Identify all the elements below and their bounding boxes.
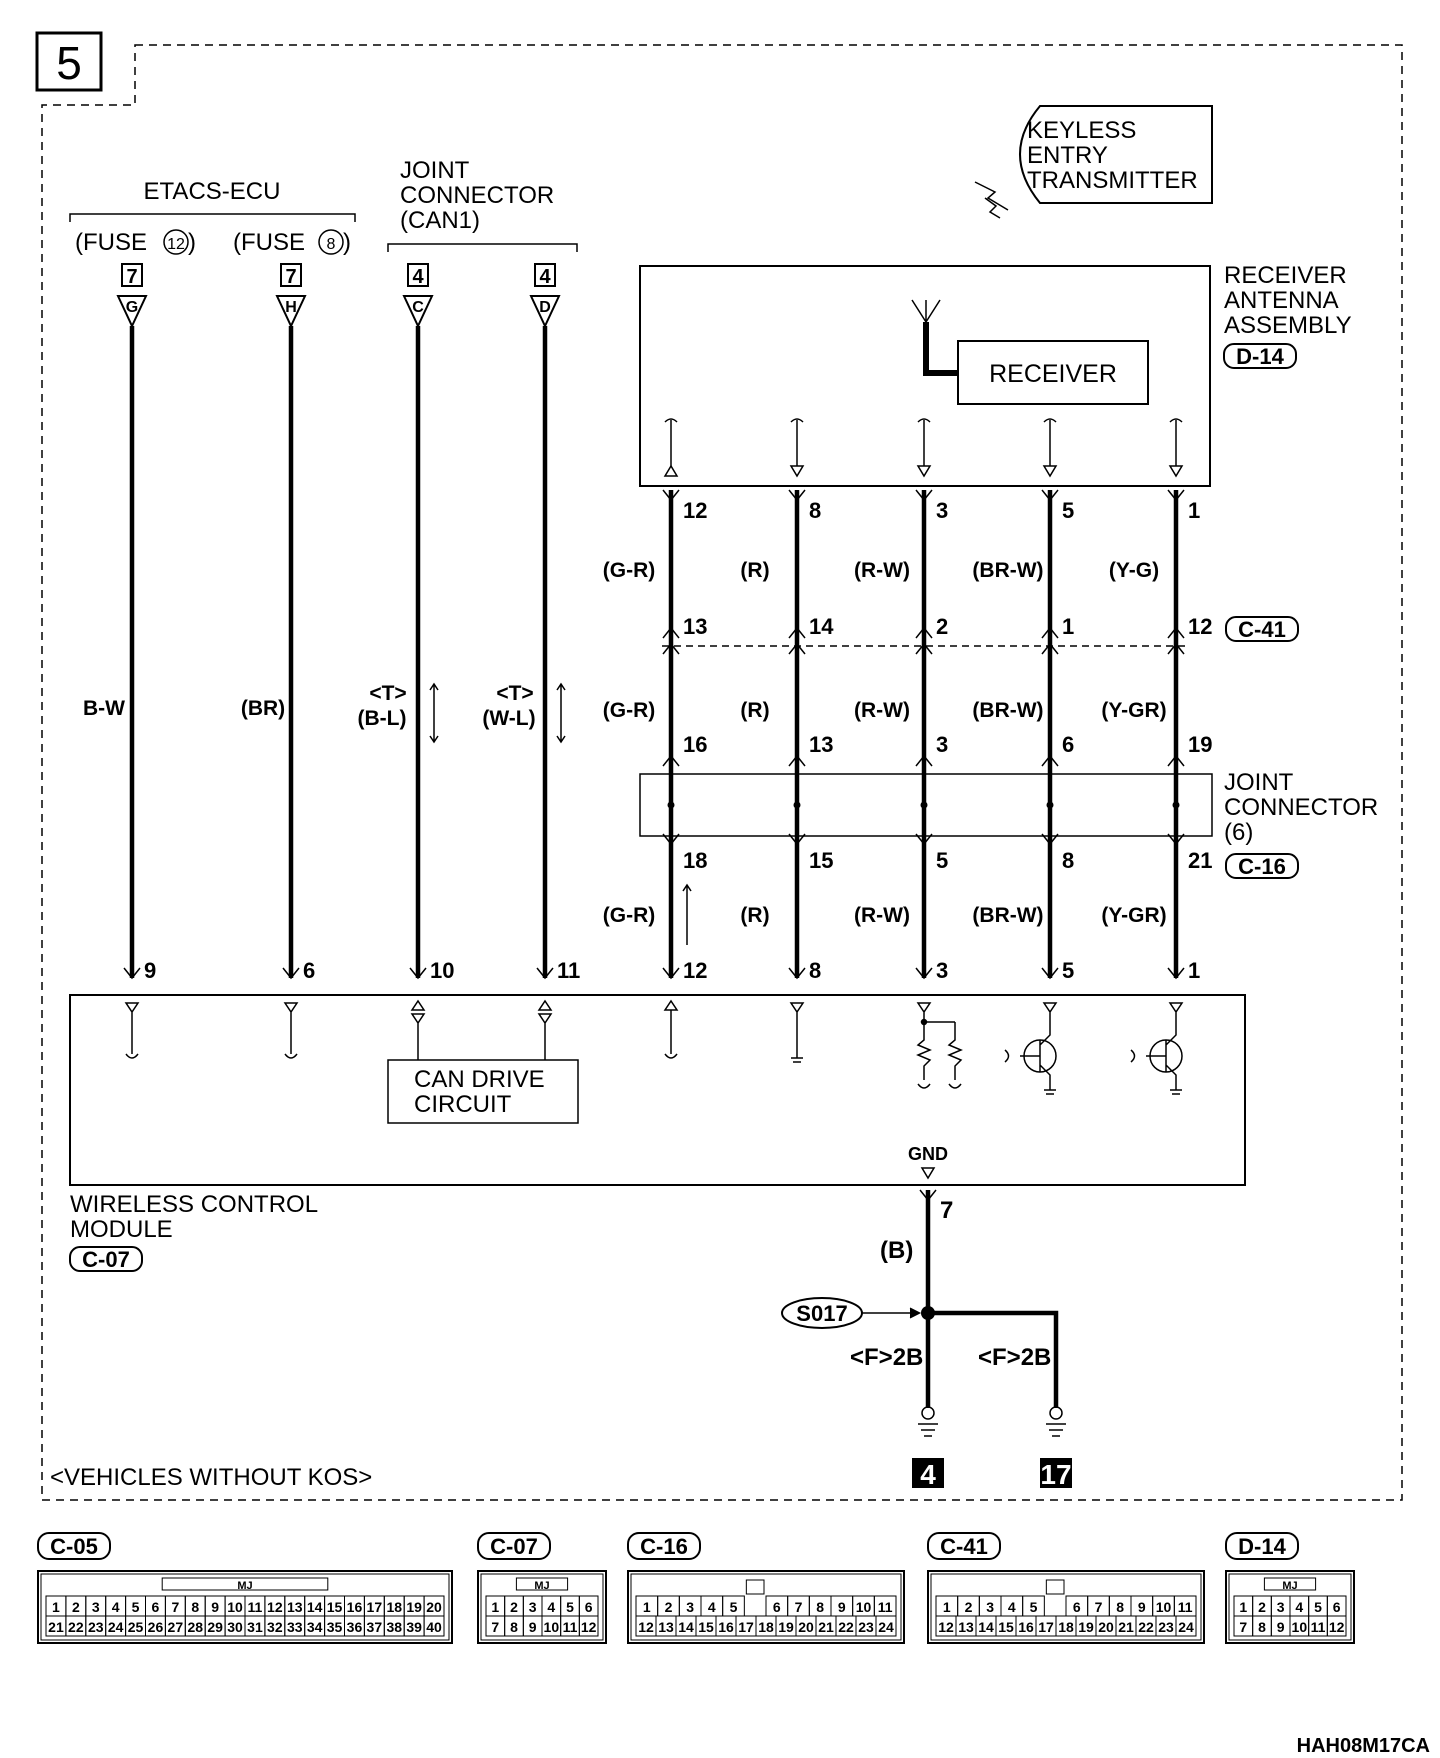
diagram-code: HAH08M17CA: [1296, 1735, 1430, 1757]
pin-number: 4: [547, 1599, 556, 1615]
page-number: 5: [56, 37, 82, 89]
connector-id: D-14: [1238, 1534, 1286, 1559]
pin-number: 11: [562, 1619, 578, 1635]
pin-number: 32: [267, 1619, 283, 1635]
ground-ref-4: 4: [920, 1459, 936, 1490]
pin-number: 5: [1314, 1599, 1322, 1615]
joint6-label-3: (6): [1224, 819, 1254, 846]
c41-top-pin: 14: [809, 614, 834, 639]
module-pin: 11: [557, 958, 581, 983]
right-wire-1: [740, 419, 834, 983]
pin-number: 29: [207, 1619, 223, 1635]
left-wire-2: [358, 264, 455, 983]
receiver-assembly-connector: D-14: [1236, 344, 1284, 369]
pin-number: 21: [818, 1619, 834, 1635]
joint-bottom-pin: 15: [809, 848, 834, 873]
pin-number: 3: [986, 1599, 995, 1615]
svg-text:): ): [343, 229, 351, 256]
pin-number: 3: [686, 1599, 695, 1615]
wire-color: B-W: [83, 697, 125, 720]
pin-number: 6: [1332, 1599, 1341, 1615]
ground-ref-17: 17: [1040, 1459, 1072, 1490]
pin-number: 9: [1137, 1599, 1146, 1615]
pin-number: 6: [772, 1599, 781, 1615]
ground-circuit: [782, 1190, 1072, 1488]
pin-number: 3: [528, 1599, 537, 1615]
pin-number: 10: [543, 1619, 560, 1635]
radio-wave-icon: [975, 182, 1008, 218]
module-label-2: MODULE: [70, 1216, 173, 1243]
pin-number: 10: [855, 1599, 872, 1615]
pin-number: 3: [1276, 1599, 1285, 1615]
ground-wire-color: (B): [880, 1237, 914, 1264]
pin-number: 19: [778, 1619, 794, 1635]
connector-id: C-16: [640, 1534, 688, 1559]
pin-number: 8: [510, 1619, 518, 1635]
pin-number: 9: [1276, 1619, 1285, 1635]
pin-number: 9: [528, 1619, 537, 1635]
joint-bottom-pin: 18: [683, 848, 708, 873]
pin-number: 14: [978, 1619, 994, 1635]
receiver-pin: 1: [1188, 498, 1201, 523]
page-ref: 4: [539, 266, 551, 288]
pin-number: 14: [678, 1619, 694, 1635]
pin-number: 31: [247, 1619, 263, 1635]
pin-number: 30: [227, 1619, 243, 1635]
pin-number: 35: [326, 1619, 343, 1635]
connector-id: C-05: [50, 1534, 98, 1559]
pin-number: 39: [406, 1619, 422, 1635]
pin-number: 4: [1007, 1599, 1016, 1615]
pin-number: 15: [326, 1599, 343, 1615]
pin-number: 12: [267, 1599, 283, 1615]
pin-number: 2: [664, 1599, 673, 1615]
page-ref: 7: [126, 266, 138, 288]
joint6-label-1: JOINT: [1224, 769, 1294, 796]
fuse-12-label: (FUSE: [75, 229, 147, 256]
wire-color-lower: (R): [740, 904, 770, 927]
pin-number: 34: [306, 1619, 323, 1635]
fuse-8-number: 8: [326, 236, 336, 253]
gnd-label: GND: [908, 1144, 948, 1164]
connector-face-d-14: [1226, 1533, 1354, 1643]
pin-number: 21: [48, 1619, 64, 1635]
pin-number: 12: [638, 1619, 654, 1635]
pin-number: 25: [127, 1619, 144, 1635]
receiver-pin: 3: [936, 498, 949, 523]
wire-tag: <T>: [369, 682, 407, 705]
pin-number: 3: [91, 1599, 100, 1615]
pin-number: 24: [107, 1619, 124, 1635]
wire-color-upper: (BR-W): [972, 559, 1044, 582]
pin-number: 10: [227, 1599, 243, 1615]
pin-number: 20: [1098, 1619, 1114, 1635]
pin-number: 10: [1291, 1619, 1308, 1635]
connector-id: C-41: [940, 1534, 988, 1559]
module-connector-label: C-07: [82, 1247, 130, 1272]
module-pin: 5: [1062, 958, 1075, 983]
wire-color-upper: (Y-G): [1108, 559, 1160, 582]
antenna-lead: [926, 322, 958, 373]
vehicles-without-kos-note: <VEHICLES WITHOUT KOS>: [50, 1464, 373, 1491]
pin-number: 13: [658, 1619, 674, 1635]
module-pin: 1: [1188, 958, 1201, 983]
can1-bracket: [388, 244, 577, 252]
connector-tag: MJ: [1282, 1580, 1298, 1592]
wire-color-upper: (R): [740, 559, 770, 582]
wire-color-middle: (R-W): [854, 699, 910, 722]
pin-number: 20: [798, 1619, 814, 1635]
can-drive-label-2: CIRCUIT: [414, 1091, 512, 1118]
pin-number: 14: [306, 1599, 323, 1615]
c41-top-pin: 13: [683, 614, 708, 639]
pin-number: 11: [1310, 1619, 1326, 1635]
splice-label: S017: [796, 1301, 848, 1326]
wire-color-lower: (BR-W): [972, 904, 1044, 927]
terminal-letter: C: [412, 299, 424, 316]
terminal-letter: H: [285, 299, 297, 316]
pin-number: 12: [1328, 1619, 1345, 1635]
ground-right-location: <F>2B: [978, 1344, 1052, 1371]
pin-number: 9: [837, 1599, 846, 1615]
pin-number: 22: [1138, 1619, 1154, 1635]
left-wire-1: [241, 264, 315, 983]
module-internal-symbols: [126, 1001, 1182, 1094]
receiver-pin: 5: [1062, 498, 1075, 523]
connector-tag: MJ: [237, 1580, 253, 1592]
pin-number: 2: [71, 1599, 80, 1615]
pin-number: 1: [642, 1599, 651, 1615]
pin-number: 6: [584, 1599, 593, 1615]
wire-color-middle: (Y-GR): [1101, 699, 1167, 722]
pin-number: 11: [877, 1599, 893, 1615]
module-pin: 6: [303, 958, 316, 983]
pin-number: 8: [816, 1599, 825, 1615]
pin-number: 27: [167, 1619, 184, 1635]
keyless-entry-transmitter: [975, 106, 1212, 218]
pin-number: 12: [938, 1619, 954, 1635]
can1-label-2: CONNECTOR: [400, 182, 555, 209]
pin-number: 22: [68, 1619, 84, 1635]
connector-face-c-16: [628, 1533, 904, 1643]
ground-left-location: <F>2B: [850, 1344, 924, 1371]
pin-number: 2: [1258, 1599, 1266, 1615]
pin-number: 38: [386, 1619, 403, 1635]
pin-number: 23: [1158, 1619, 1174, 1635]
transmitter-label-1: KEYLESS: [1027, 117, 1137, 144]
connector-id: C-07: [490, 1534, 538, 1559]
pin-number: 22: [838, 1619, 854, 1635]
c41-top-pin: 1: [1062, 614, 1075, 639]
transmitter-label-3: TRANSMITTER: [1027, 167, 1198, 194]
pin-number: 40: [426, 1619, 442, 1635]
pin-number: 4: [111, 1599, 120, 1615]
pin-number: 17: [1038, 1619, 1054, 1635]
pin-number: 15: [998, 1619, 1014, 1635]
pin-number: 16: [346, 1599, 363, 1615]
pin-number: 7: [491, 1619, 500, 1635]
c41-top-pin: 2: [936, 614, 949, 639]
module-pin: 12: [683, 958, 708, 983]
right-wire-2: [854, 419, 948, 983]
wire-color-lower: (Y-GR): [1101, 904, 1167, 927]
pin-number: 1: [942, 1599, 951, 1615]
connector-face-c-41: [928, 1533, 1204, 1643]
antenna-icon: [912, 300, 940, 322]
wire-color-upper: (G-R): [602, 559, 656, 582]
receiver-label: RECEIVER: [989, 360, 1117, 388]
can1-label-3: (CAN1): [400, 207, 481, 234]
pin-number: 23: [858, 1619, 874, 1635]
pin-number: 28: [187, 1619, 204, 1635]
receiver-assembly-label-1: RECEIVER: [1224, 262, 1347, 289]
terminal-letter: G: [125, 299, 139, 316]
pin-number: 7: [1239, 1619, 1248, 1635]
pin-number: 2: [964, 1599, 973, 1615]
pin-number: 13: [286, 1599, 303, 1615]
pin-number: 37: [366, 1619, 383, 1635]
pin-number: 5: [131, 1599, 140, 1615]
wire-color-upper: (R-W): [854, 559, 910, 582]
pin-number: 6: [1072, 1599, 1081, 1615]
pin-number: 6: [151, 1599, 160, 1615]
can-drive-label-1: CAN DRIVE: [414, 1066, 545, 1093]
wire-color: (B-L): [357, 707, 407, 730]
pin-number: 18: [1058, 1619, 1074, 1635]
pin-number: 26: [147, 1619, 164, 1635]
pin-number: 8: [1116, 1599, 1125, 1615]
receiver-pin: 12: [683, 498, 708, 523]
pin-number: 8: [191, 1599, 200, 1615]
module-label-1: WIRELESS CONTROL: [70, 1191, 319, 1218]
pin-number: 11: [1177, 1599, 1193, 1615]
pin-number: 13: [958, 1619, 974, 1635]
joint-bottom-pin: 8: [1062, 848, 1075, 873]
svg-text:): ): [188, 229, 196, 256]
wireless-control-module-box: [70, 995, 1245, 1185]
left-wire-3: [482, 264, 580, 983]
pin-number: 1: [1239, 1599, 1248, 1615]
pin-number: 24: [878, 1619, 894, 1635]
joint6-connector-label: C-16: [1238, 854, 1286, 879]
c41-bottom-pin: 16: [683, 732, 708, 757]
pin-number: 5: [729, 1599, 738, 1615]
joint6-label-2: CONNECTOR: [1224, 794, 1379, 821]
etacs-ecu-title: ETACS-ECU: [143, 178, 281, 205]
pin-number: 18: [758, 1619, 774, 1635]
pin-number: 15: [698, 1619, 714, 1635]
c41-connector-label: C-41: [1238, 617, 1286, 642]
wire-color: (W-L): [482, 707, 536, 730]
wire-color-lower: (R-W): [854, 904, 910, 927]
terminal-letter: D: [539, 299, 551, 316]
pin-number: 7: [794, 1599, 803, 1615]
pin-number: 19: [406, 1599, 422, 1615]
pin-number: 20: [426, 1599, 442, 1615]
right-wire-0: [603, 419, 708, 983]
pin-number: 36: [346, 1619, 363, 1635]
wire-tag: <T>: [496, 682, 534, 705]
dashed-frame: [42, 45, 1402, 1500]
receiver-assembly-label-3: ASSEMBLY: [1224, 312, 1352, 339]
pin-number: 5: [566, 1599, 574, 1615]
pin-number: 4: [707, 1599, 716, 1615]
wire-color-lower: (G-R): [602, 904, 656, 927]
module-pin: 8: [809, 958, 822, 983]
pin-number: 1: [491, 1599, 500, 1615]
pin-number: 21: [1118, 1619, 1134, 1635]
pin-number: 16: [1018, 1619, 1034, 1635]
pin-number: 24: [1178, 1619, 1194, 1635]
fuse-8-label: (FUSE: [233, 229, 305, 256]
joint-bottom-pin: 21: [1188, 848, 1213, 873]
module-pin: 3: [936, 958, 949, 983]
pin-number: 16: [718, 1619, 734, 1635]
page-ref: 7: [285, 266, 297, 288]
wire-color-middle: (R): [740, 699, 770, 722]
c41-bottom-pin: 3: [936, 732, 949, 757]
page-ref: 4: [412, 266, 424, 288]
right-wire-3: [972, 419, 1074, 983]
pin-number: 7: [1094, 1599, 1103, 1615]
etacs-bracket: [70, 214, 355, 222]
left-wire-0: [83, 264, 156, 983]
connector-face-c-05: [38, 1533, 452, 1643]
pin-number: 8: [1258, 1619, 1266, 1635]
receiver-assembly-label-2: ANTENNA: [1224, 287, 1339, 314]
wire-color-middle: (BR-W): [972, 699, 1044, 722]
pin-number: 12: [580, 1619, 597, 1635]
pin-number: 1: [52, 1599, 60, 1615]
pin-number: 4: [1295, 1599, 1304, 1615]
c41-bottom-pin: 13: [809, 732, 834, 757]
transmitter-label-2: ENTRY: [1027, 142, 1108, 169]
connector-tag: MJ: [534, 1580, 550, 1592]
c41-bottom-pin: 19: [1188, 732, 1213, 757]
pin-number: 7: [171, 1599, 180, 1615]
pin-number: 33: [286, 1619, 303, 1635]
wire-color: (BR): [240, 697, 286, 720]
connector-face-c-07: [478, 1533, 606, 1643]
pin-number: 18: [386, 1599, 403, 1615]
wire-color-middle: (G-R): [602, 699, 656, 722]
module-pin: 10: [430, 958, 455, 983]
joint-bottom-pin: 5: [936, 848, 949, 873]
pin-number: 17: [366, 1599, 383, 1615]
pin-number: 19: [1078, 1619, 1094, 1635]
pin-number: 11: [247, 1599, 263, 1615]
c41-top-pin: 12: [1188, 614, 1213, 639]
pin-number: 23: [87, 1619, 104, 1635]
ground-pin: 7: [940, 1197, 954, 1224]
pin-number: 2: [510, 1599, 518, 1615]
can1-label-1: JOINT: [400, 157, 470, 184]
pin-number: 10: [1155, 1599, 1172, 1615]
module-pin: 9: [144, 958, 157, 983]
right-wire-4: [1101, 419, 1212, 983]
pin-number: 17: [738, 1619, 754, 1635]
pin-number: 9: [211, 1599, 220, 1615]
fuse-12-number: 12: [167, 236, 185, 253]
receiver-pin: 8: [809, 498, 822, 523]
pin-number: 5: [1029, 1599, 1038, 1615]
c41-bottom-pin: 6: [1062, 732, 1075, 757]
